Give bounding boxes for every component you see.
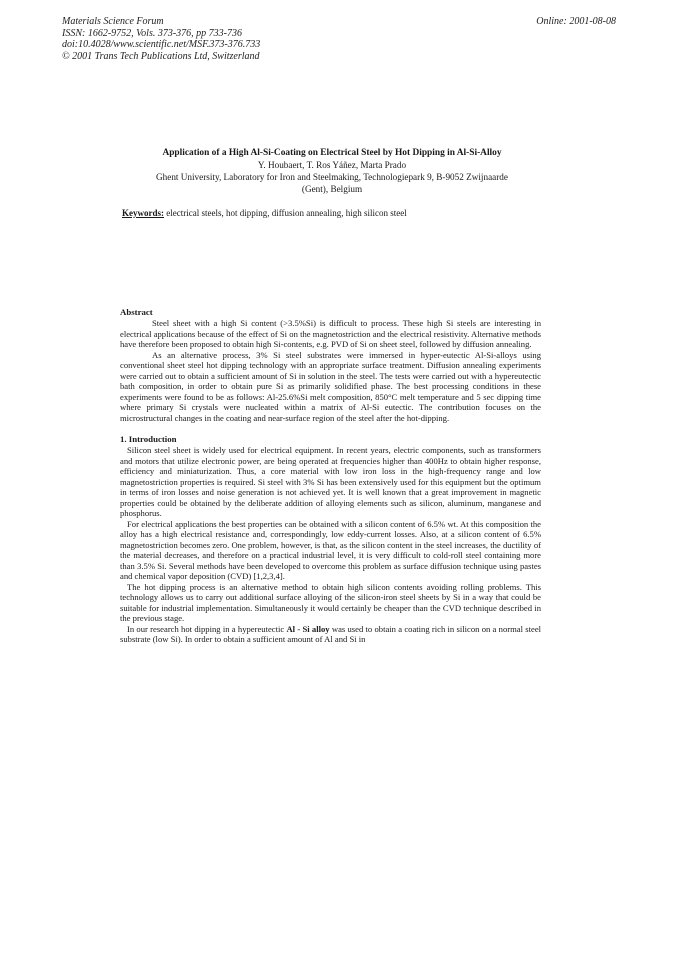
affiliation-line-2: (Gent), Belgium: [301, 184, 363, 194]
copyright-line: © 2001 Trans Tech Publications Ltd, Switzerland: [62, 50, 260, 62]
abstract-paragraph-1: Steel sheet with a high Si content (>3.5%Si) is difficult to process. These high Si steels are interesting in electrical applications because of the effect of Si on the magnetostriction and the electrical resistivity. Alternative methods have therefore been proposed to obtain high Si-contents, e.g. PVD of Si on sheet steel, followed by diffusion annealing.: [120, 318, 541, 349]
intro-paragraph-1: Silicon steel sheet is widely used for electrical equipment. In recent years, electric components, such as transformers and motors that utilize electronic power, are being operated at frequencies higher than 400Hz to obtain higher response, efficiency and miniaturization. Thus, a core material with low iron loss in the high-frequency range and low magnetostriction properties is required. Si steel with 3% Si has been extensively used for this equipment but the optimum in terms of iron losses and noise generation is not achieved yet. It is well known that a great improvement in magnetic properties could be obtained by the deliberate addition of alloying elements such as silicon, aluminum, manganese and phosphorus.: [120, 445, 541, 518]
paper-title: Application of a High Al-Si-Coating on Electrical Steel by Hot Dipping in Al-Si-Alloy: [162, 148, 502, 158]
journal-header: [62, 16, 260, 62]
body-text: [120, 307, 541, 645]
intro-p4-end: was used to obtain a coating rich in silicon on a normal steel substrate (low Si). In order to obtain a sufficient amount of Al and Si in: [120, 623, 542, 644]
keywords-label: Keywords:: [122, 208, 164, 218]
intro-p4-start: In our research hot dipping in a hypereutectic: [127, 623, 287, 634]
abstract-heading: Abstract: [120, 307, 153, 317]
issn-line: ISSN: 1662-9752, Vols. 373-376, pp 733-736: [62, 27, 242, 39]
abstract-paragraph-2: As an alternative process, 3% Si steel substrates were immersed in hyper-eutectic Al-Si-alloys using conventional sheet steel hot dipping technology with an appropriate surface treatment. Diffusion annealing experiments were carried out to obtain a sufficient amount of Si in solution in the steel. The tests were carried out with a hypereutectic bath composition, in order to obtain pure Si as primarily solidified phase. The best processing conditions in these experiments were found to be as follows: Al-25.6%Si melt composition, 850°C melt temperature and 5 sec dipping time where primary Si crystals were nucleated within a matrix of Al-Si eutectic. The contribution focuses on the microstructural changes in the coating and near-surface region of the steel after the hot-dipping.: [120, 349, 541, 423]
intro-paragraph-4: [120, 624, 541, 645]
authors: Y. Houbaert, T. Ros Yáñez, Marta Prado: [257, 160, 407, 170]
doi-line[interactable]: doi:10.4028/www.scientific.net/MSF.373-376.733: [62, 39, 261, 50]
journal-name: Materials Science Forum: [62, 16, 164, 27]
intro-p4-alloy: Al - Si alloy: [286, 623, 330, 634]
online-date: Online: 2001-08-08: [536, 16, 616, 27]
title-block: [120, 147, 544, 195]
affiliation-line-1: Ghent University, Laboratory for Iron and Steelmaking, Technologiepark 9, B-9052 Zwijnaarde: [156, 172, 508, 182]
keywords-list: electrical steels, hot dipping, diffusion annealing, high silicon steel: [164, 208, 407, 218]
introduction-heading: 1. Introduction: [120, 434, 177, 444]
intro-paragraph-3: The hot dipping process is an alternative method to obtain high silicon contents avoiding rolling problems. This technology allows us to carry out additional surface alloying of the silicon-iron steel sheets by Si in a way that could be suitable for industrial implementation. Simultaneously it would certainly be cheaper than the CVD technique described in the previous stage.: [120, 581, 541, 623]
intro-paragraph-2: For electrical applications the best properties can be obtained with a silicon content of 6.5% wt. At this composition the alloy has a high electrical resistance and, correspondingly, low eddy-current losses. Also, at a silicon content of 6.5% magnetostriction becomes zero. One problem, however, is that, as the silicon content in the steel increases, the ductility of the material decreases, and therefore on a practical industrial level, it is very difficult to cold-roll steel containing more than 3.5% Si. Several methods have been developed to overcome this problem as surface diffusion technique using pastes and chemical vapor deposition (CVD) [1,2,3,4].: [120, 518, 541, 581]
keywords: [122, 207, 542, 219]
